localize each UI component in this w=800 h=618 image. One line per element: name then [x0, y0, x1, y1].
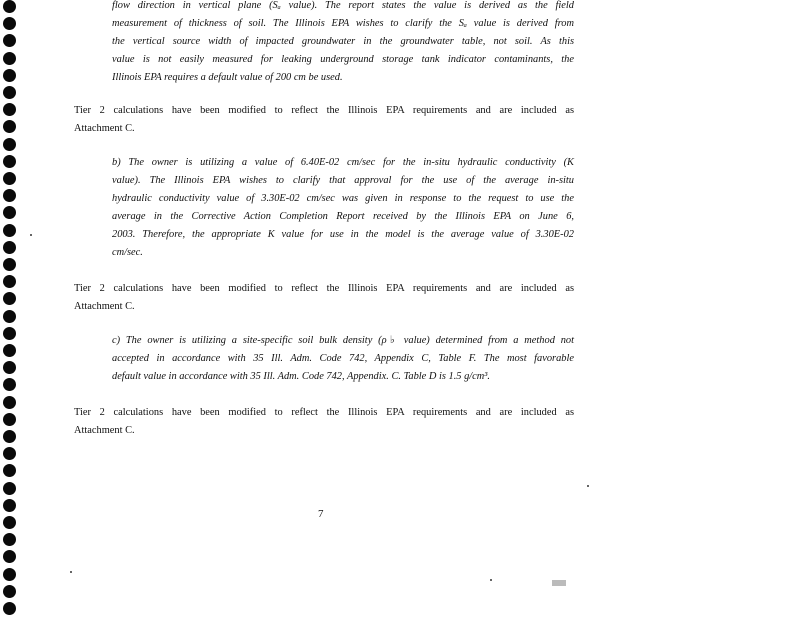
text-line: Tier 2 calculations have been modified to reflect the Illinois EPA requirements and are included as	[74, 283, 574, 294]
text-line: flow direction in vertical plane (Sₐ value). The report states the value is derived as the field	[112, 0, 574, 11]
paragraph-a-continued	[112, 0, 574, 87]
text-line: default value in accordance with 35 Ill. Adm. Code 742, Appendix. C. Table D is 1.5 g/cm³.	[112, 371, 491, 382]
text-line: Attachment C.	[74, 301, 135, 312]
paragraph-tier2-3	[74, 404, 574, 440]
text-line: b) The owner is utilizing a value of 6.40E-02 cm/sec for the in-situ hydraulic conductivity (K	[112, 157, 574, 168]
text-line: Attachment C.	[74, 123, 135, 134]
text-line: c) The owner is utilizing a site-specific soil bulk density (ρ♭ value) determined from a method not	[112, 335, 574, 346]
text-line: accepted in accordance with 35 Ill. Adm. Code 742, Appendix C, Table F. The most favorable	[112, 353, 574, 364]
text-line: measurement of thickness of soil. The Illinois EPA wishes to clarify the Sₐ value is derived from	[112, 18, 574, 29]
text-line: the vertical source width of impacted groundwater in the groundwater table, not soil. As this	[112, 36, 574, 47]
scan-speck	[70, 571, 72, 573]
text-line: value). The Illinois EPA wishes to clarify that approval for the use of the average in-situ	[112, 175, 574, 186]
text-line: value is not easily measured for leaking underground storage tank indicator contaminants, the	[112, 54, 574, 65]
scan-speck	[587, 485, 589, 487]
text-line: Illinois EPA requires a default value of 200 cm be used.	[112, 72, 343, 83]
text-line: Tier 2 calculations have been modified to reflect the Illinois EPA requirements and are included as	[74, 105, 574, 116]
text-line: hydraulic conductivity value of 3.30E-02 cm/sec was given in response to the request to use the	[112, 193, 574, 204]
text-line: Tier 2 calculations have been modified to reflect the Illinois EPA requirements and are included as	[74, 407, 574, 418]
text-line: Attachment C.	[74, 425, 135, 436]
scan-speck	[490, 579, 492, 581]
paragraph-c	[112, 332, 574, 386]
paragraph-tier2-1	[74, 102, 574, 138]
text-line: average in the Corrective Action Completion Report received by the Illinois EPA on June 6,	[112, 211, 574, 222]
text-line: cm/sec.	[112, 247, 143, 258]
scan-speck	[30, 234, 32, 236]
paragraph-tier2-2	[74, 280, 574, 316]
paragraph-b	[112, 154, 574, 262]
page-number: 7	[318, 508, 324, 520]
scan-mark	[552, 580, 566, 586]
text-line: 2003. Therefore, the appropriate K value for use in the model is the average value of 3.30E-02	[112, 229, 574, 240]
